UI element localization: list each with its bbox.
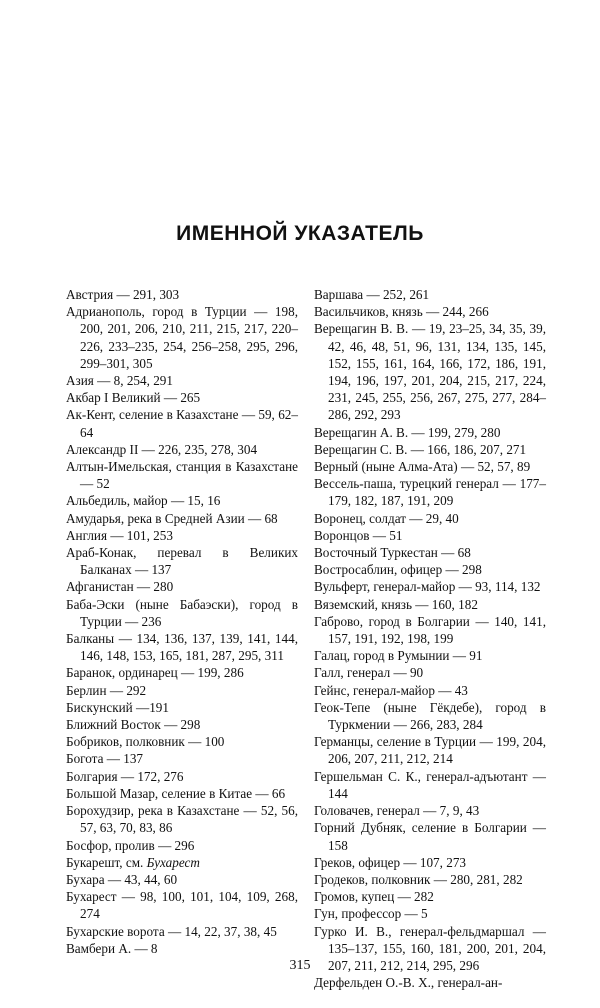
index-entry: Афганистан — 280 (66, 579, 174, 595)
index-entry: Верещагин С. В. — 166, 186, 207, 271 (314, 441, 527, 457)
index-entry: Горний Дубняк, селение в Болгарии — 158 (314, 820, 546, 853)
index-entry: Греков, офицер — 107, 273 (314, 854, 467, 870)
index-entry: Ближний Восток — 298 (66, 717, 201, 733)
index-entry: Воронцов — 51 (314, 527, 403, 543)
index-entry: Дерфельден О.-В. Х., генерал-ан- (314, 975, 503, 991)
index-entry-cross-reference (66, 854, 298, 871)
index-entry: Бискунский —191 (66, 699, 169, 715)
index-entry: Бухарест — 98, 100, 101, 104, 109, 268, 274 (66, 889, 298, 922)
index-entry: Восточный Туркестан — 68 (314, 545, 471, 561)
index-entry: Габрово, город в Болгарии — 140, 141, 157, 191, 192, 198, 199 (314, 613, 546, 647)
index-entry: Араб-Конак, перевал в Великих Балканах — 137 (66, 545, 298, 578)
page-title: ИМЕННОЙ УКАЗАТЕЛЬ (176, 222, 424, 245)
index-entry: Бобриков, полковник — 100 (66, 734, 225, 750)
index-entry: Баба-Эски (ныне Бабаэски), город в Турции — 236 (66, 596, 298, 629)
index-entry: Большой Мазар, селение в Китае — 66 (66, 785, 286, 801)
index-entry: Берлин — 292 (66, 682, 147, 698)
index-entry: Азия — 8, 254, 291 (66, 373, 173, 389)
index-entry: Верный (ныне Алма-Ата) — 52, 57, 89 (314, 459, 531, 475)
index-entry: Болгария — 172, 276 (66, 768, 184, 784)
index-entry-text: Букарешт, см. (66, 854, 147, 870)
index-entry: Васильчиков, князь — 244, 266 (314, 304, 489, 320)
index-entry: Алтын-Имельская, станция в Казахстане— 52 (66, 459, 298, 492)
index-entry: Гродеков, полковник — 280, 281, 282 (314, 871, 523, 887)
index-entry: Гурко И. В., генерал-фельдмаршал — 135–137, 155, 160, 181, 200, 201, 204, 207, 211, 212, 214, 295, 296 (314, 923, 546, 973)
index-entry: Громов, купец — 282 (314, 889, 434, 905)
index-entry: Борохудзир, река в Казахстане — 52, 56, 57, 63, 70, 83, 86 (66, 803, 298, 836)
index-entry: Богота — 137 (66, 751, 144, 767)
index-entry: Австрия — 291, 303 (66, 287, 180, 302)
index-entry: Гершельман С. К., генерал-адъютант — 144 (314, 768, 546, 801)
cross-reference: Бухарест (146, 854, 200, 870)
index-entry: Вессель-паша, турецкий генерал — 177–179, 182, 187, 191, 209 (314, 476, 546, 509)
index-entry: Босфор, пролив — 296 (66, 837, 195, 853)
index-entry: Галл, генерал — 90 (314, 665, 424, 681)
index-entry: Вульферт, генерал-майор — 93, 114, 132 (314, 579, 541, 595)
index-entry: Бухарские ворота — 14, 22, 37, 38, 45 (66, 923, 277, 939)
index-entry: Англия — 101, 253 (66, 527, 173, 543)
index-entry: Акбар I Великий — 265 (66, 390, 201, 406)
index-entry: Германцы, селение в Турции — 199, 204, 206, 207, 211, 212, 214 (314, 734, 546, 767)
index-entry: Амударья, река в Средней Азии — 68 (66, 510, 278, 526)
index-entry: Гун, профессор — 5 (314, 906, 428, 922)
index-entry: Баранок, ординарец — 199, 286 (66, 665, 244, 681)
index-entry: Вяземский, князь — 160, 182 (314, 596, 478, 612)
index-column-right (314, 286, 546, 991)
index-entry: Гейнс, генерал-майор — 43 (314, 682, 468, 698)
index-entry: Головачев, генерал — 7, 9, 43 (314, 803, 480, 819)
index-entry: Галац, город в Румынии — 91 (314, 648, 483, 664)
index-entry: Верещагин А. В. — 199, 279, 280 (314, 424, 501, 440)
index-entry: Воронец, солдат — 29, 40 (314, 510, 459, 526)
index-entry: Ак-Кент, селение в Казахстане — 59, 62–64 (66, 407, 298, 440)
index-entry: Бухара — 43, 44, 60 (66, 871, 178, 887)
index-entry: Адрианополь, город в Турции — 198, 200, 201, 206, 210, 211, 215, 217, 220–226, 233–235, 254, 256–258, 295, 296, 299–301, 305 (66, 304, 298, 371)
index-entry: Балканы — 134, 136, 137, 139, 141, 144, 146, 148, 153, 165, 181, 287, 295, 311 (66, 631, 298, 664)
index-entry: Востросаблин, офицер — 298 (314, 562, 482, 578)
index-entry: Альбедиль, майор — 15, 16 (66, 493, 221, 509)
page-number: 315 (289, 958, 311, 973)
index-entry: Александр II — 226, 235, 278, 304 (66, 441, 258, 457)
index-entry: Вамбери А. — 8 (66, 940, 158, 956)
index-entry: Варшава — 252, 261 (314, 287, 430, 302)
index-entry: Геок-Тепе (ныне Гёкдебе), город в Туркмении — 266, 283, 284 (314, 699, 546, 733)
index-entry: Верещагин В. В. — 19, 23–25, 34, 35, 39, 42, 46, 48, 51, 96, 131, 134, 135, 145, 152, 155, 161, 164, 166, 172, 186, 191, 194, 196, 197, 201, 204, 215, 217, 224, 231, 245, 255, 256, 267, 275, 277, 284–286, 292, 293 (314, 321, 546, 423)
index-column-left (66, 286, 298, 957)
